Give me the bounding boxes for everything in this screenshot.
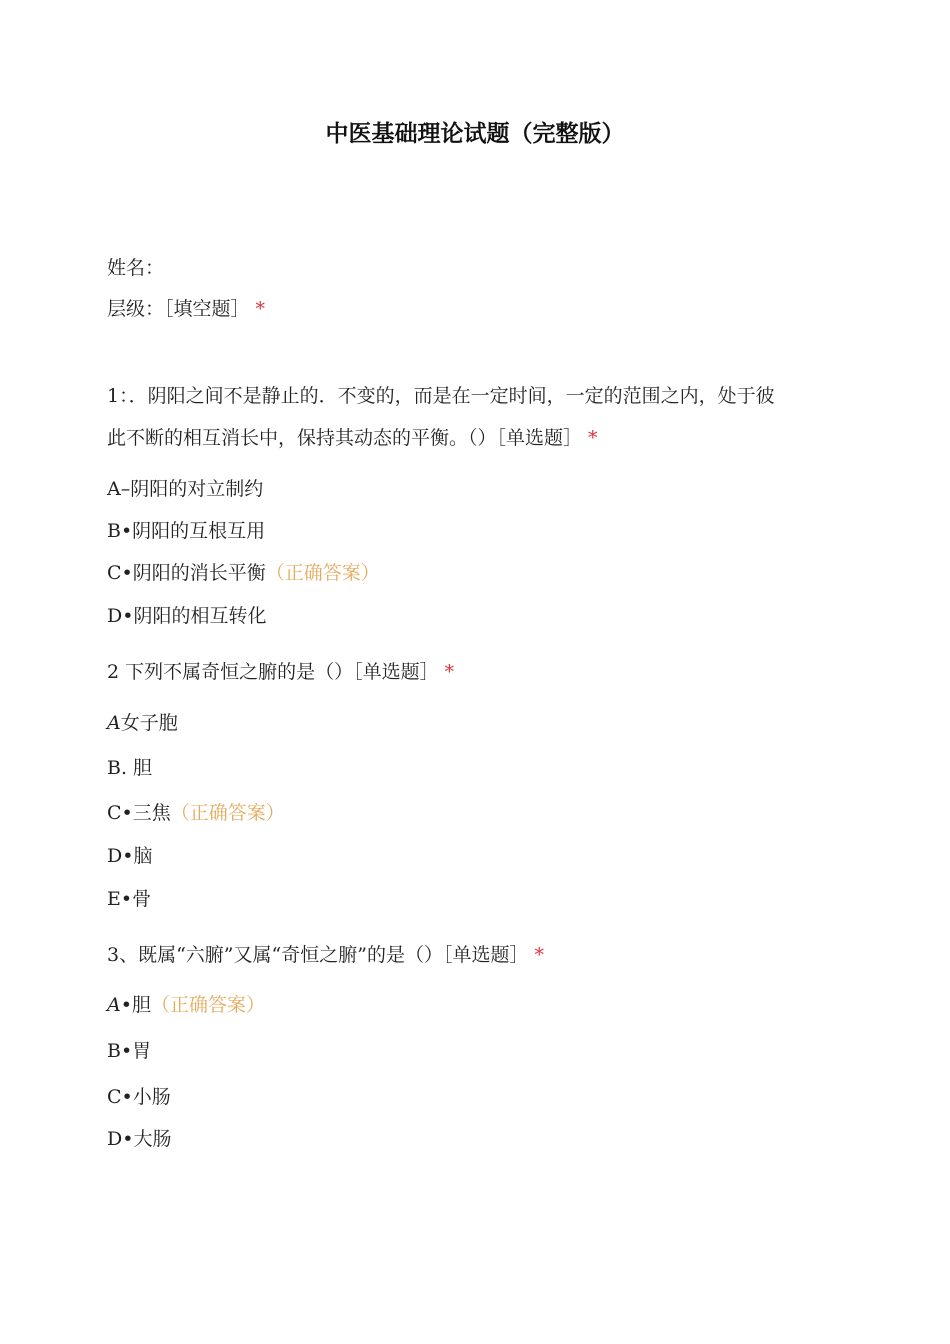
question-1-stem-line-1 — [107, 381, 775, 411]
question-3-option-c[interactable] — [107, 1082, 171, 1112]
required-mark: * — [255, 298, 266, 320]
document-title: 中医基础理论试题（完整版） — [325, 121, 625, 147]
level-field-label — [107, 294, 265, 324]
option-text: 女子胞 — [120, 712, 178, 734]
correct-answer-tag: （正确答案） — [150, 994, 265, 1016]
name-field-label — [107, 253, 164, 283]
question-1-option-b[interactable] — [107, 516, 265, 546]
question-3-option-d[interactable] — [107, 1124, 171, 1154]
option-text: •胆 — [120, 994, 151, 1016]
correct-answer-tag: （正确答案） — [170, 802, 285, 824]
question-3-stem — [107, 940, 544, 970]
question-stem-text: 2 下列不属奇恒之腑的是（）［单选题］ — [107, 661, 439, 683]
question-stem-text: 此不断的相互消长中，保持其动态的平衡。（）［单选题］ — [107, 427, 583, 449]
question-3-option-a[interactable] — [107, 990, 265, 1020]
question-3-option-b[interactable] — [107, 1036, 151, 1066]
option-text: D•大肠 — [107, 1128, 172, 1150]
question-1-option-a[interactable] — [107, 474, 263, 504]
required-mark: * — [534, 944, 544, 966]
option-text: E•骨 — [107, 888, 152, 910]
question-2-stem — [107, 657, 454, 687]
option-letter: A — [107, 712, 121, 734]
option-text: C•小肠 — [107, 1086, 171, 1108]
question-1-option-c[interactable] — [107, 558, 380, 588]
level-label: 层级：［填空题］ — [107, 298, 250, 320]
option-text: D•脑 — [107, 845, 153, 867]
option-text: B. 胆 — [107, 757, 153, 779]
option-text: A–阴阳的对立制约 — [107, 478, 264, 500]
question-1-option-d[interactable] — [107, 601, 266, 631]
question-stem-text: 3、既属“六腑”又属“奇恒之腑”的是（）［单选题］ — [107, 944, 529, 966]
question-2-option-a[interactable] — [107, 708, 178, 738]
option-text: B•胃 — [107, 1040, 152, 1062]
question-2-option-d[interactable] — [107, 841, 152, 871]
correct-answer-tag: （正确答案） — [265, 562, 380, 584]
question-2-option-b[interactable] — [107, 753, 152, 783]
question-2-option-c[interactable] — [107, 798, 285, 828]
option-letter: A — [107, 994, 121, 1016]
question-stem-text: 1：．阴阳之间不是静止的．不变的，而是在一定时间，一定的范围之内，处于彼 — [107, 385, 775, 407]
question-1-stem-line-2 — [107, 423, 598, 453]
name-label: 姓名： — [107, 257, 165, 279]
question-2-option-e[interactable] — [107, 884, 151, 914]
option-text: D•阴阳的相互转化 — [107, 605, 267, 627]
option-text: C•阴阳的消长平衡 — [107, 562, 266, 584]
option-text: B•阴阳的互根互用 — [107, 520, 266, 542]
required-mark: * — [588, 427, 598, 449]
required-mark: * — [444, 661, 455, 683]
option-text: C•三焦 — [107, 802, 171, 824]
